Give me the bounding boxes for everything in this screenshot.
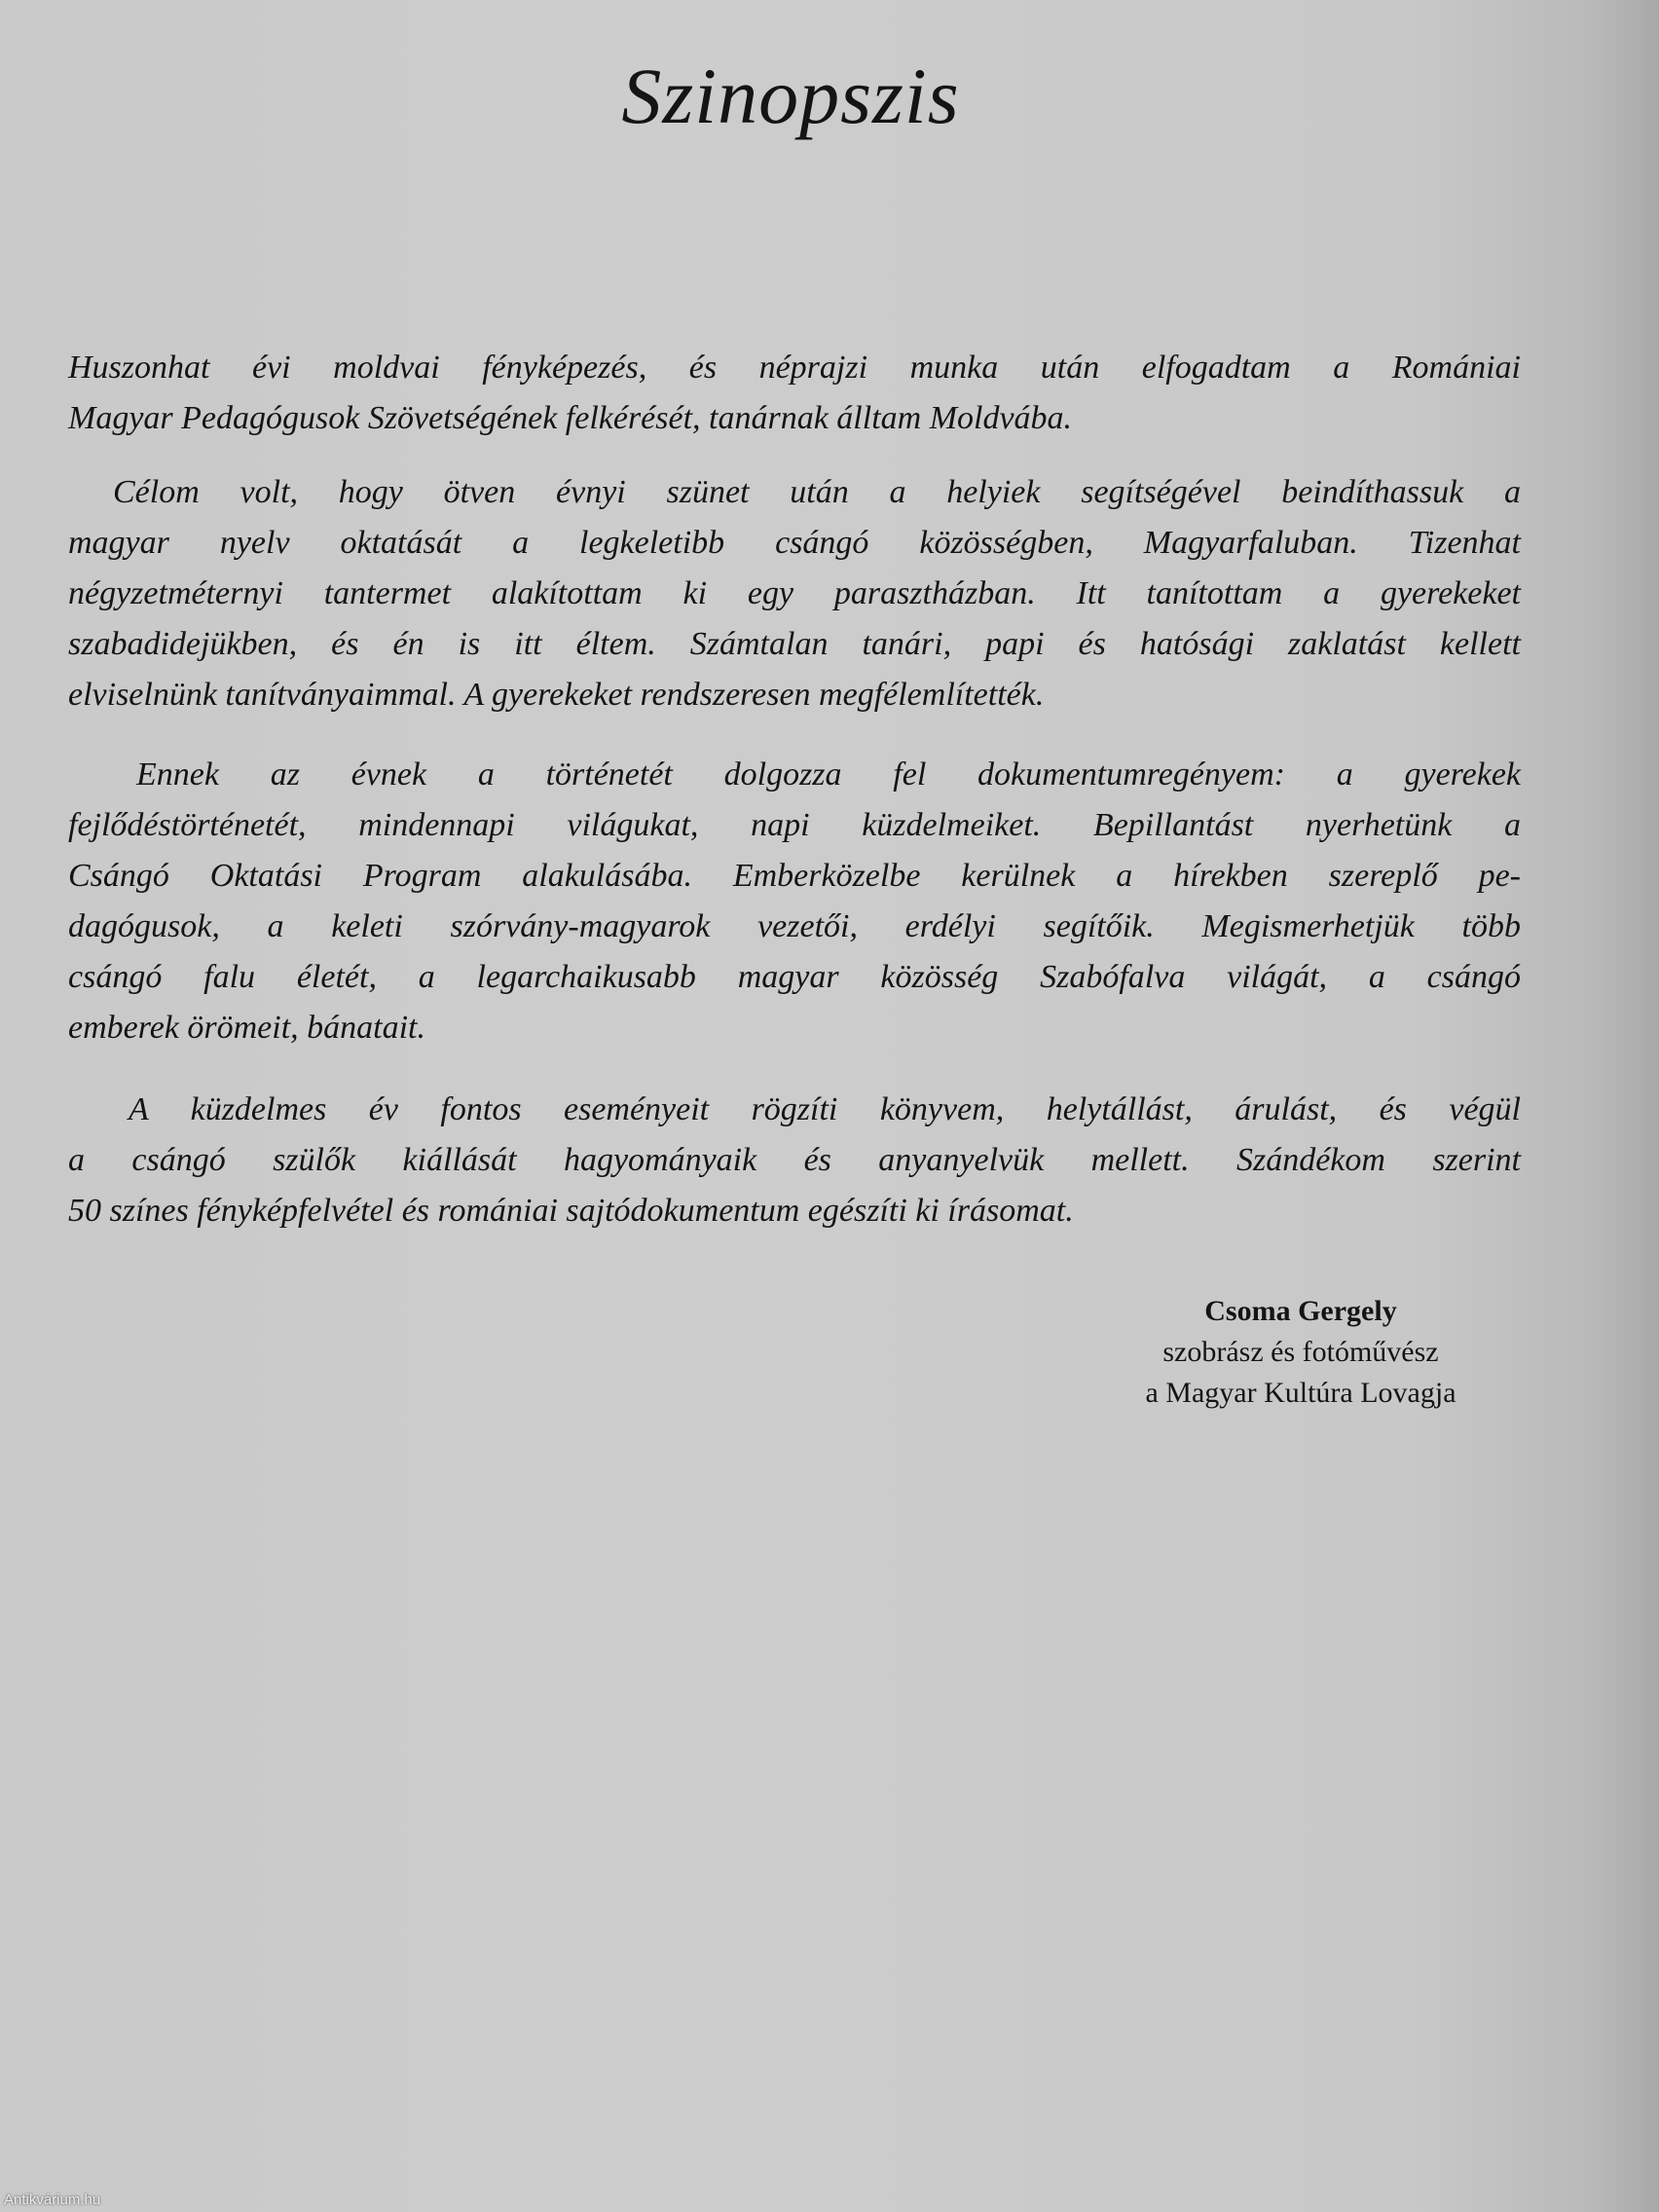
page-title: Szinopszis bbox=[621, 52, 960, 140]
paragraph-3 bbox=[68, 750, 1521, 1053]
text-line: Csángó Oktatási Program alakulásába. Emberközelbe kerülnek a hírekben szereplő pe- bbox=[68, 858, 1521, 894]
paragraph-4 bbox=[68, 1085, 1521, 1236]
text-line: Huszonhat évi moldvai fényképezés, és néprajzi munka után elfogadtam a Romániai bbox=[68, 350, 1521, 386]
text-line: A küzdelmes év fontos eseményeit rögzíti könyvem, helytállást, árulást, és végül bbox=[129, 1091, 1521, 1127]
author-role: szobrász és fotóművész bbox=[1162, 1336, 1439, 1368]
text-line: elviselnünk tanítványaimmal. A gyerekeket rendszeresen megfélemlítették. bbox=[68, 677, 1045, 713]
author-name: Csoma Gergely bbox=[1204, 1295, 1397, 1327]
text-line: Ennek az évnek a történetét dolgozza fel dokumentumregényem: a gyerekek bbox=[136, 756, 1521, 793]
paragraph-1 bbox=[68, 343, 1521, 444]
author-honor: a Magyar Kultúra Lovagja bbox=[1145, 1377, 1456, 1409]
watermark: Antikvárium.hu bbox=[4, 2192, 101, 2208]
text-line: 50 színes fényképfelvétel és romániai sajtódokumentum egészíti ki írásomat. bbox=[68, 1193, 1074, 1229]
text-line: Magyar Pedagógusok Szövetségének felkérését, tanárnak álltam Moldvába. bbox=[68, 400, 1073, 436]
text-line: csángó falu életét, a legarchaikusabb magyar közösség Szabófalva világát, a csángó bbox=[68, 959, 1521, 995]
text-line: szabadidejükben, és én is itt éltem. Számtalan tanári, papi és hatósági zaklatást kellett bbox=[68, 626, 1521, 662]
text-line: négyzetméternyi tantermet alakítottam ki egy parasztházban. Itt tanítottam a gyerekeket bbox=[68, 575, 1521, 611]
signature-block bbox=[1071, 1291, 1530, 1414]
text-line: a csángó szülők kiállását hagyományaik és anyanyelvük mellett. Szándékom szerint bbox=[68, 1142, 1521, 1178]
paragraph-2 bbox=[68, 467, 1521, 720]
text-line: Célom volt, hogy ötven évnyi szünet után a helyiek segítségével beindíthassuk a bbox=[113, 474, 1521, 510]
text-line: dagógusok, a keleti szórvány-magyarok vezetői, erdélyi segítőik. Megismerhetjük több bbox=[68, 908, 1521, 944]
text-line: emberek örömeit, bánatait. bbox=[68, 1010, 425, 1046]
text-line: fejlődéstörténetét, mindennapi világukat, napi küzdelmeiket. Bepillantást nyerhetünk a bbox=[68, 807, 1521, 843]
text-line: magyar nyelv oktatását a legkeletibb csángó közösségben, Magyarfaluban. Tizenhat bbox=[68, 525, 1521, 561]
